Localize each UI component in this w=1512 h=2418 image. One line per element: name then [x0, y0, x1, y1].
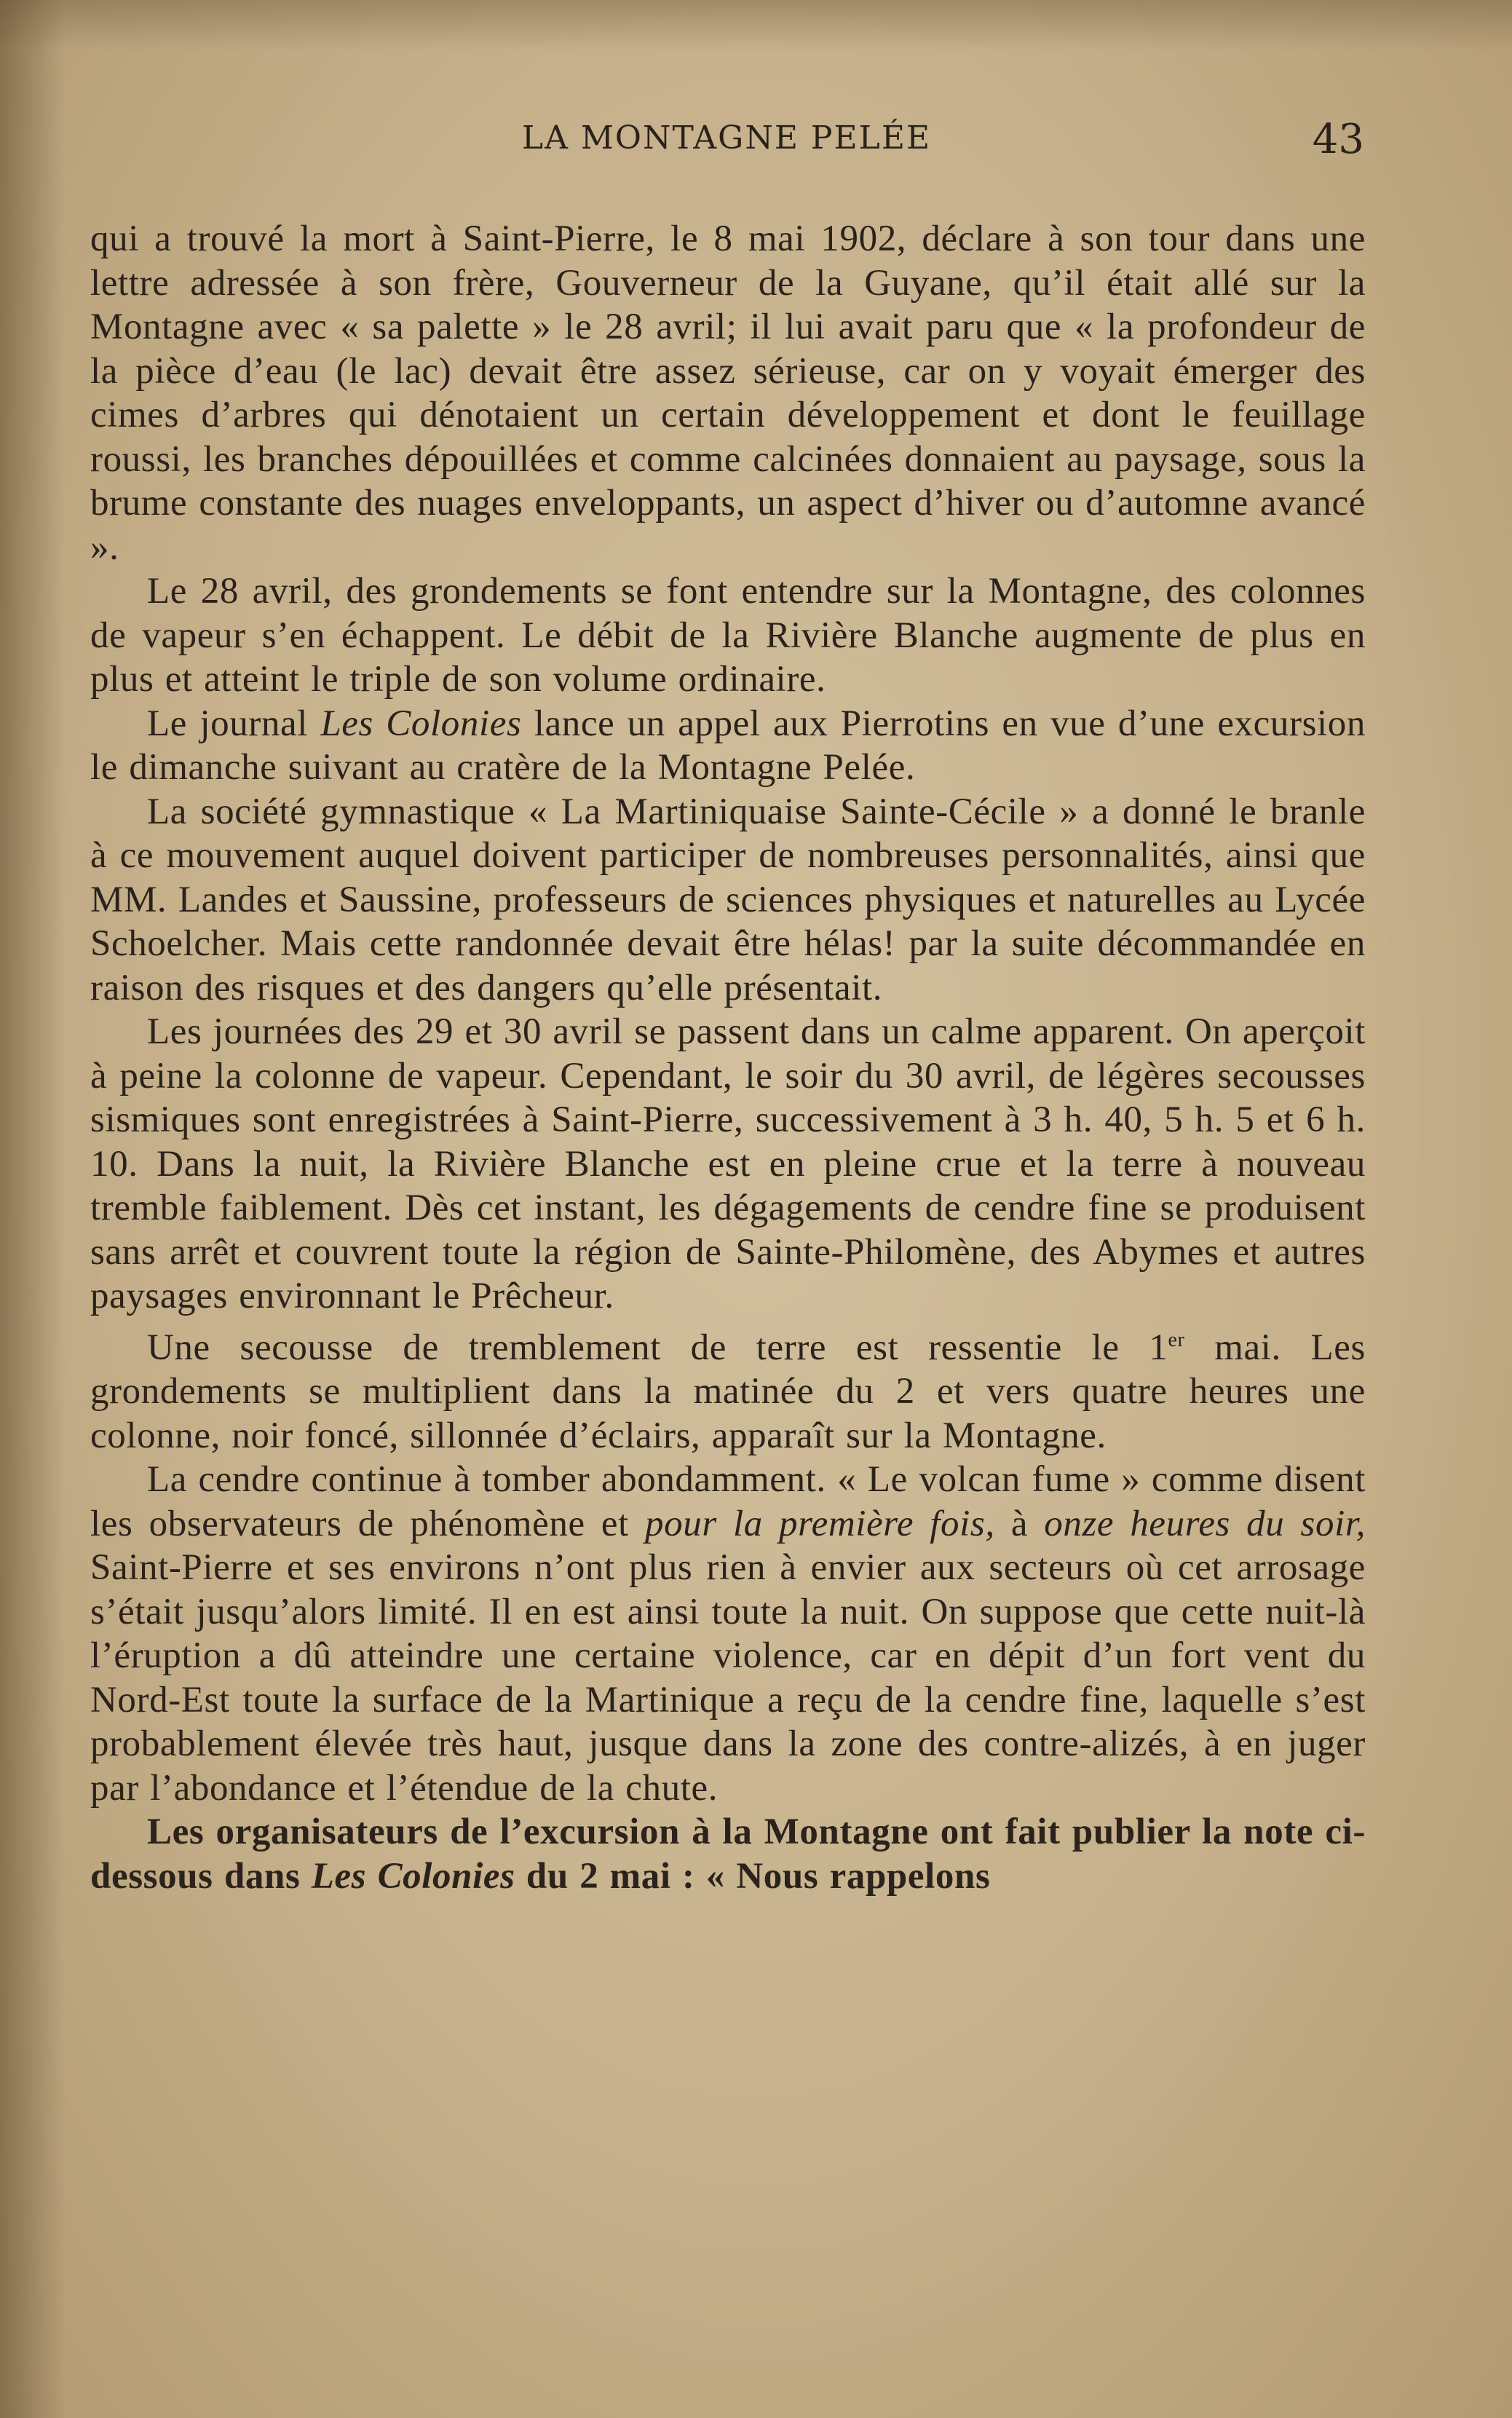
newspaper-title: Les Colonies [311, 1855, 515, 1897]
newspaper-title: Les Colonies [320, 703, 522, 744]
text-run: mai. Les grondements se multiplient dans la matinée du 2 et vers quatre heures une colonne, noir foncé, sillonnée d’éclairs, apparaît sur la Montagne. [90, 1327, 1366, 1456]
paragraph-2 [90, 569, 1366, 702]
text-run: Le journal [147, 703, 321, 744]
emphasis-text: pour la première fois, [645, 1503, 995, 1544]
page-number: 43 [1312, 116, 1364, 163]
body-text [90, 217, 1366, 1898]
paragraph-4 [90, 790, 1366, 1011]
paragraph-8 [90, 1810, 1366, 1898]
text-run: lance un appel aux Pierrotins en vue d’une excursion le dimanche suivant au cratère de la Montagne Pelée. [90, 703, 1366, 788]
emphasis-text: onze heures du soir, [1044, 1503, 1366, 1544]
text-run: qui a trouvé la mort à Saint-Pierre, le 8 mai 1902, déclare à son tour dans une lettre adressée à son frère, Gouverneur de la Guyane, qu’il était allé sur la Montagne avec « sa palette » le 28 avril; il lui avait paru que « la profondeur de la pièce d’eau (le lac) devait être assez sérieuse, car on y voyait émerger des cimes d’arbres qui dénotaient un certain développement et dont le feuillage roussi, les branches dépouillées et comme calcinées donnaient au paysage, sous la brume constante des nuages enveloppants, un aspect d’hiver ou d’automne avancé ». [90, 218, 1366, 568]
paragraph-6 [90, 1319, 1366, 1458]
paragraph-7 [90, 1458, 1366, 1810]
paragraph-1 [90, 217, 1366, 569]
text-run: Le 28 avril, des grondements se font entendre sur la Montagne, des colonnes de vapeur s’en échappent. Le débit de la Rivière Blanche augmente de plus en plus et atteint le triple de son volume ordinaire. [90, 571, 1366, 700]
text-run: La cendre continue à tomber abondamment. « Le volcan fume » comme disent les observateurs de phénomène et [90, 1459, 1366, 1544]
text-run: Les journées des 29 et 30 avril se passent dans un calme apparent. On aperçoit à peine la colonne de vapeur. Cependant, le soir du 30 avril, de légères secousses sismiques sont enregistrées à Saint-Pierre, successivement à 3 h. 40, 5 h. 5 et 6 h. 10. Dans la nuit, la Rivière Blanche est en pleine crue et la terre à nouveau tremble faiblement. Dès cet instant, les dégagements de cendre fine se produisent sans arrêt et couvrent toute la région de Sainte-Philomène, des Abymes et autres paysages environnant le Prêcheur. [90, 1011, 1366, 1316]
text-run: Saint-Pierre et ses environs n’ont plus rien à envier aux secteurs où cet arrosage s’était jusqu’alors limité. Il en est ainsi toute la nuit. On suppose que cette nuit-là l’éruption a dû atteindre une certaine violence, car en dépit d’un fort vent du Nord-Est toute la surface de la Martinique a reçu de la cendre fine, laquelle s’est probablement élevée très haut, jusque dans la zone des contre-alizés, à en juger par l’abondance et l’étendue de la chute. [90, 1547, 1366, 1809]
text-run: Les organisateurs de l’excursion à la Montagne ont fait publier la note ci-dessous dans [90, 1811, 1366, 1897]
text-run: Une secousse de tremblement de terre est ressentie le 1 [147, 1327, 1168, 1368]
text-run: à [994, 1503, 1045, 1544]
ordinal-superscript: er [1168, 1328, 1185, 1351]
page-header [89, 116, 1364, 167]
running-title: LA MONTAGNE PELÉE [521, 119, 932, 157]
text-run: du 2 mai : « Nous rappelons [515, 1855, 991, 1897]
paragraph-3 [90, 702, 1366, 790]
paragraph-5 [90, 1010, 1366, 1319]
text-run: La société gymnastique « La Martiniquaise Sainte-Cécile » a donné le branle à ce mouvement auquel doivent participer de nombreuses personnalités, ainsi que MM. Landes et Saussine, professeurs de sciences physiques et naturelles au Lycée Schoelcher. Mais cette randonnée devait être hélas! par la suite décommandée en raison des risques et des dangers qu’elle présentait. [90, 791, 1366, 1008]
